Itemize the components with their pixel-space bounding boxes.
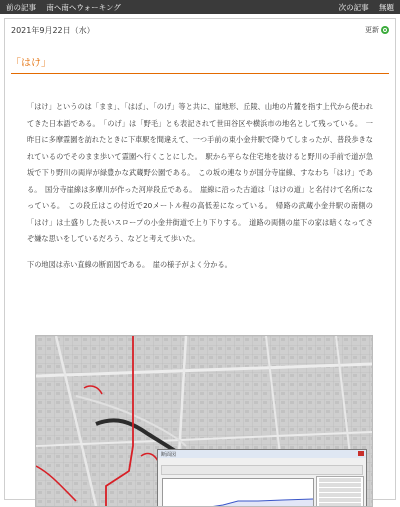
- profile-window-toolbar: [161, 465, 363, 475]
- next-article-link[interactable]: 次の記事: [338, 2, 369, 12]
- top-nav-left: [6, 2, 129, 13]
- post-date: 2021年9月22日（水）: [11, 26, 95, 35]
- top-nav-bar: [0, 0, 400, 14]
- top-nav-right: [339, 2, 394, 13]
- profile-window[interactable]: [157, 449, 367, 507]
- profile-plot: [162, 478, 314, 507]
- update-button[interactable]: [365, 25, 389, 35]
- untitled-link[interactable]: 無題: [379, 2, 394, 12]
- profile-window-title: 断面図: [158, 450, 366, 458]
- post-body: [27, 99, 373, 282]
- paragraph-2: 下の地図は赤い直線の断面図である。 崖の様子がよく分かる。: [27, 259, 232, 269]
- paragraph-1: 「はけ」というのは「まま」、「はば」、「のげ」等と共に、崖地形、丘陵、山地の片麓を指す上代から使われてきた日本語である。 「のげ」は「野毛」とも表記されて世田谷区や横浜市の地名として残っている。 一昨日に多摩霊園を訪れたときに下車駅を間違えて、一つ手前の東小金井駅で降りてしまったが、普段歩きなれているのでそのまま歩いて霊園へ行くことにした。 駅から平らな住宅地を抜けると野川の手前で道が急坂で下り野川の両岸が緑豊かな武蔵野公園である。 この坂の連なりが国分寺崖線、すなわち「はけ」である。 国分寺崖線は多摩川が作った河岸段丘である。 崖線に沿った古道は「はけの道」と名付けて名所になっている。 この段丘はこの付近で20メートル程の高低差になっている。 帰路の武蔵小金井駅の南側の「はけ」は土盛りした長いスロープの小金井街道で上り下りする。 道路の両側の崖下の家は暗くなってさぞ嫌な思いをしているだろう、などと考えて歩いた。: [27, 102, 373, 243]
- prev-article-link[interactable]: 前の記事: [6, 2, 36, 12]
- article-page: [4, 18, 396, 500]
- profile-window-menu: [158, 458, 366, 464]
- refresh-icon[interactable]: [381, 26, 389, 34]
- map-image: [35, 335, 373, 507]
- post-title: 「はけ」: [11, 54, 389, 74]
- update-label: 更新: [365, 26, 379, 34]
- blog-title-link[interactable]: 南へ南へウォーキング: [46, 2, 121, 12]
- close-icon[interactable]: [358, 451, 364, 456]
- profile-info-panel: [316, 476, 364, 507]
